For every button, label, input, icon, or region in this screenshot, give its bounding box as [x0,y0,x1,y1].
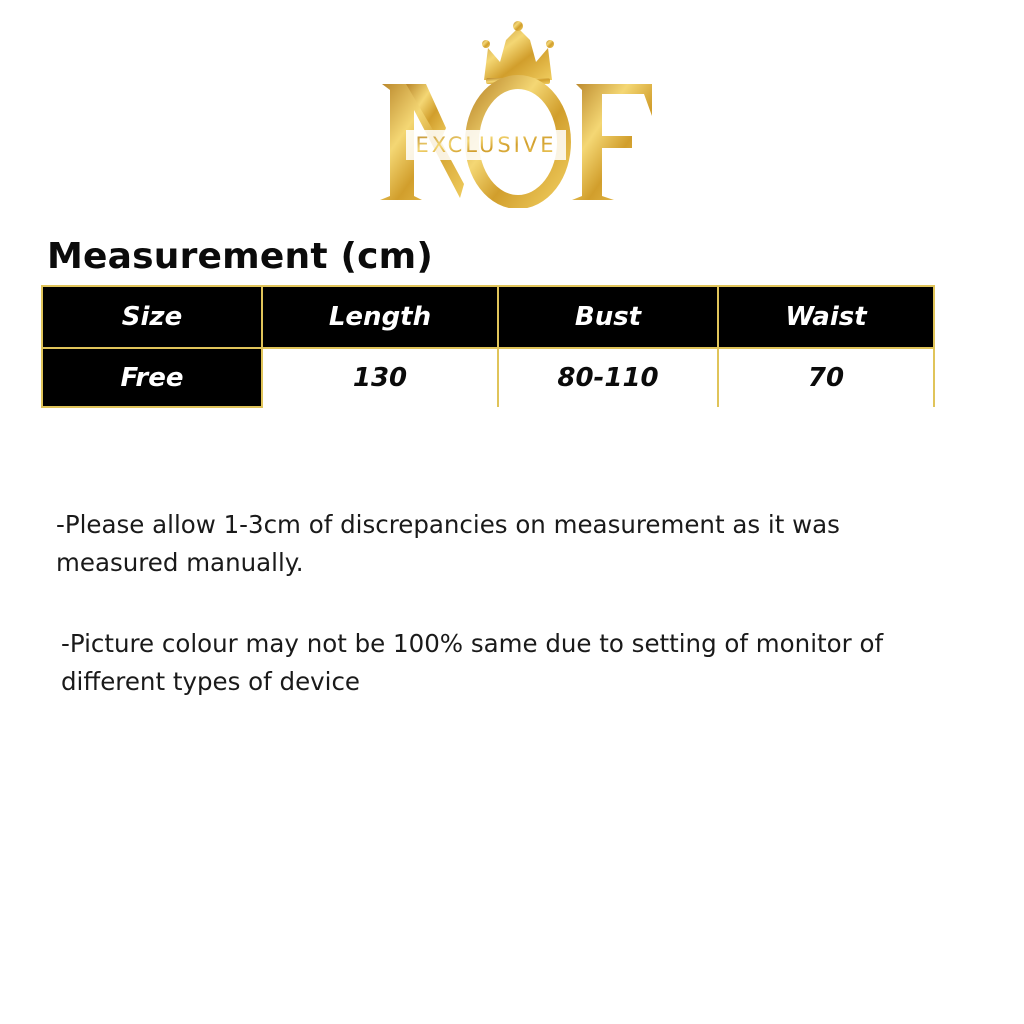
note-colour: -Picture colour may not be 100% same due to setting of monitor of different types of device [61,629,884,696]
cell-size: Free [42,348,262,407]
brand-logo [376,18,660,208]
note-discrepancy: -Please allow 1-3cm of discrepancies on measurement as it was measured manually. [56,510,840,577]
cell-length: 130 [262,348,498,407]
size-table [41,285,935,408]
cell-bust: 80-110 [498,348,718,407]
header-waist: Waist [718,286,934,348]
page-title: Measurement (cm) [47,236,434,277]
header-size: Size [42,286,262,348]
header-length: Length [262,286,498,348]
header-bust: Bust [498,286,718,348]
logo-word: EXCLUSIVE [415,133,557,157]
logo-letter-f [572,84,652,200]
table-row [42,348,934,407]
crown-icon [482,21,554,84]
table-header-row [42,286,934,348]
cell-waist: 70 [718,348,934,407]
